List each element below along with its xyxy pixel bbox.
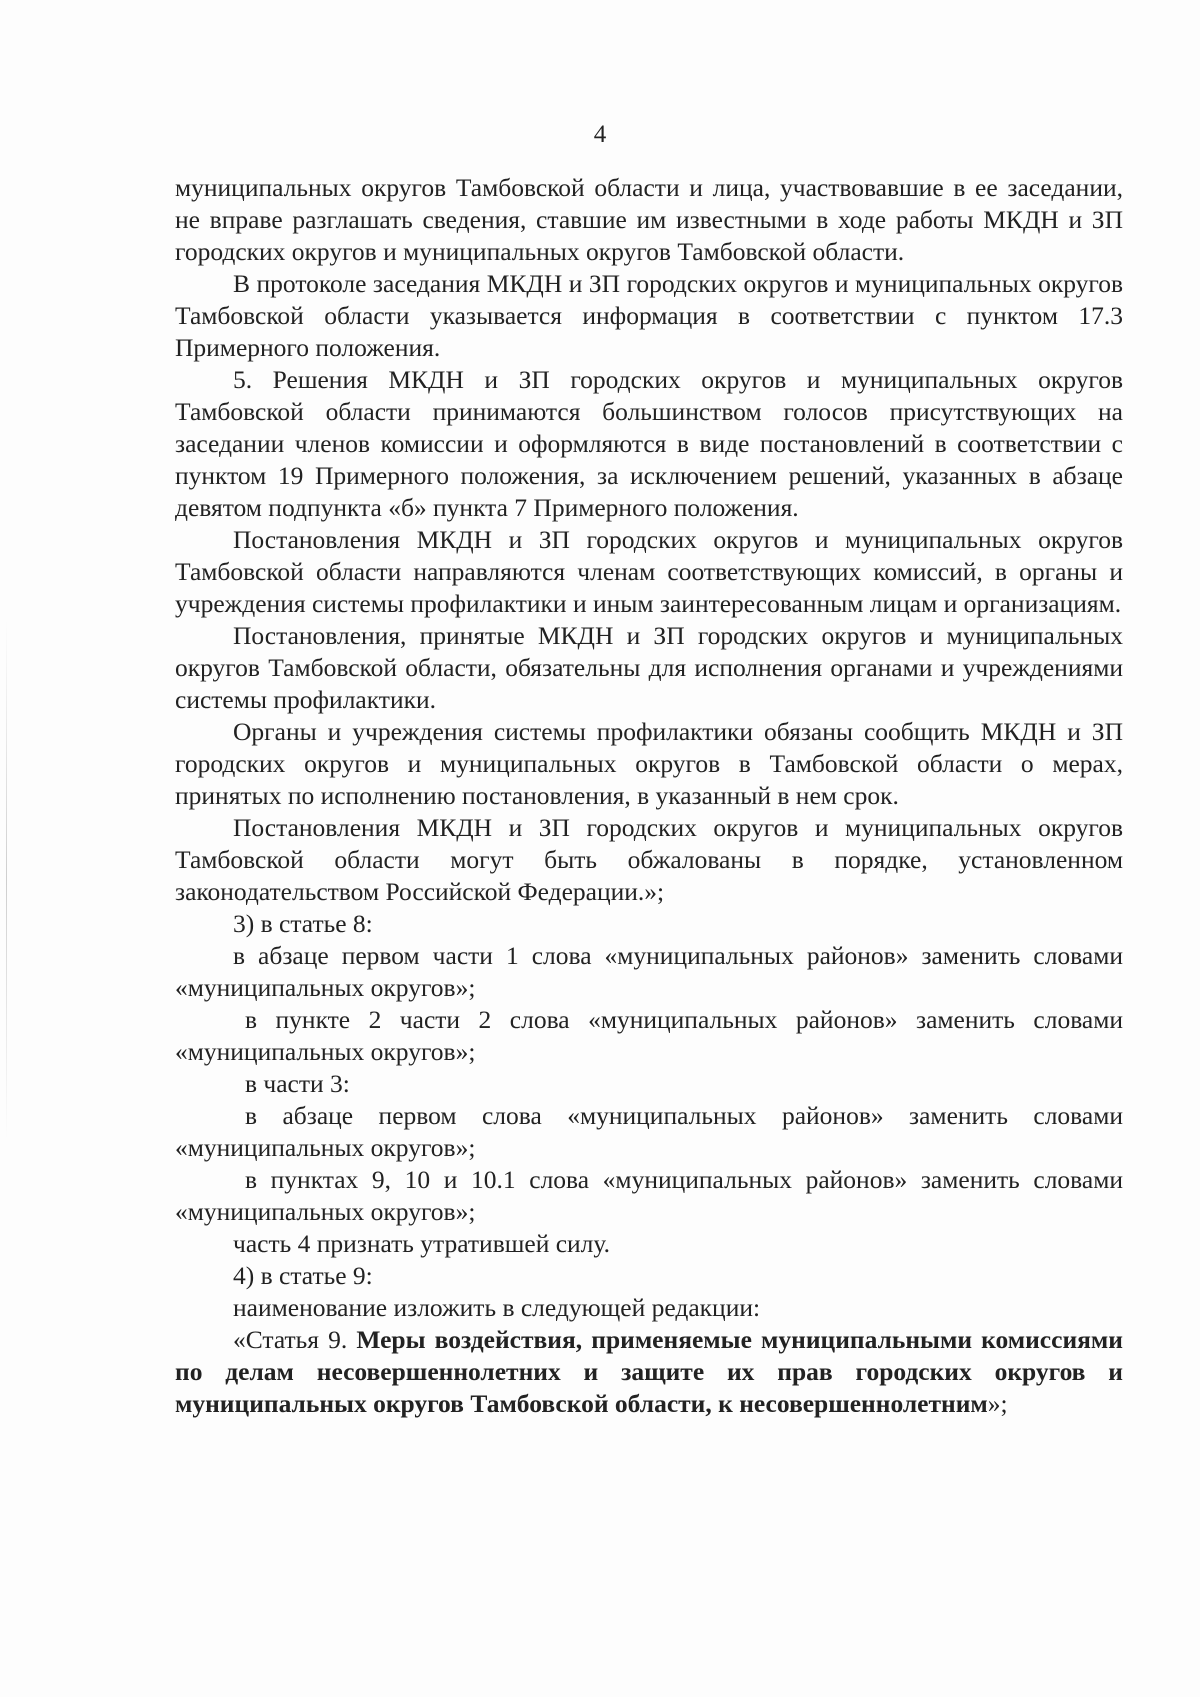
- paragraph-resolutions-sent: Постановления МКДН и ЗП городских округов и муниципальных округов Тамбовской области направляются членам соответствующих комиссий, в органы и учреждения системы профилактики и иным заинтересованным лицам и организациям.: [175, 525, 1123, 618]
- paragraph-continuation: муниципальных округов Тамбовской области и лица, участвовавшие в ее заседании, не вправе разглашать сведения, ставшие им известными в ходе работы МКДН и ЗП городских округов и муниципальных округов Тамбовской области.: [175, 173, 1123, 266]
- paragraph-art8-part3-items: в пунктах 9, 10 и 10.1 слова «муниципальных районов» заменить словами «муниципальных округов»;: [175, 1165, 1123, 1226]
- paragraph-resolutions-binding: Постановления, принятые МКДН и ЗП городских округов и муниципальных округов Тамбовской области, обязательны для исполнения органами и учреждениями системы профилактики.: [175, 621, 1123, 714]
- paragraph-art8-part3-first: в абзаце первом слова «муниципальных районов» заменить словами «муниципальных округов»;: [175, 1101, 1123, 1162]
- paragraph-article-8: 3) в статье 8:: [233, 909, 373, 938]
- paragraph-protocol: В протоколе заседания МКДН и ЗП городских округов и муниципальных округов Тамбовской области указывается информация в соответствии с пунктом 17.3 Примерного положения.: [175, 269, 1123, 362]
- paragraph-article-9: 4) в статье 9:: [233, 1261, 373, 1290]
- scan-artifact-line: [6, 620, 7, 1140]
- article-9-prefix: «Статья 9.: [233, 1325, 357, 1354]
- page-number: 4: [593, 121, 607, 148]
- paragraph-item-5: 5. Решения МКДН и ЗП городских округов и муниципальных округов Тамбовской области принимаются большинством голосов присутствующих на заседании членов комиссии и оформляются в виде постановлений в соответствии с пунктом 19 Примерного положения, за исключением решений, указанных в абзаце девятом подпункта «б» пункта 7 Примерного положения.: [175, 365, 1123, 522]
- paragraph-art8-part1: в абзаце первом части 1 слова «муниципальных районов» заменить словами «муниципальных округов»;: [175, 941, 1123, 1002]
- document-body: [175, 172, 1123, 1420]
- paragraph-art8-part4: часть 4 признать утратившей силу.: [233, 1229, 610, 1258]
- paragraph-art8-part3: в части 3:: [245, 1069, 350, 1098]
- article-9-suffix: »;: [987, 1389, 1008, 1418]
- paragraph-title-new-wording: наименование изложить в следующей редакции:: [233, 1293, 761, 1322]
- article-9-heading: [175, 1324, 1123, 1420]
- paragraph-appeal: Постановления МКДН и ЗП городских округов и муниципальных округов Тамбовской области могут быть обжалованы в порядке, установленном законодательством Российской Федерации.»;: [175, 813, 1123, 906]
- paragraph-art8-part2: в пункте 2 части 2 слова «муниципальных районов» заменить словами «муниципальных округов»;: [175, 1005, 1123, 1066]
- article-9-title: Меры воздействия, применяемые муниципальными комиссиями по делам несовершеннолетних и защите их прав городских округов и муниципальных округов Тамбовской области, к несовершеннолетним: [175, 1325, 1123, 1418]
- paragraph-report-measures: Органы и учреждения системы профилактики обязаны сообщить МКДН и ЗП городских округов и муниципальных округов в Тамбовской области о мерах, принятых по исполнению постановления, в указанный в нем срок.: [175, 717, 1123, 810]
